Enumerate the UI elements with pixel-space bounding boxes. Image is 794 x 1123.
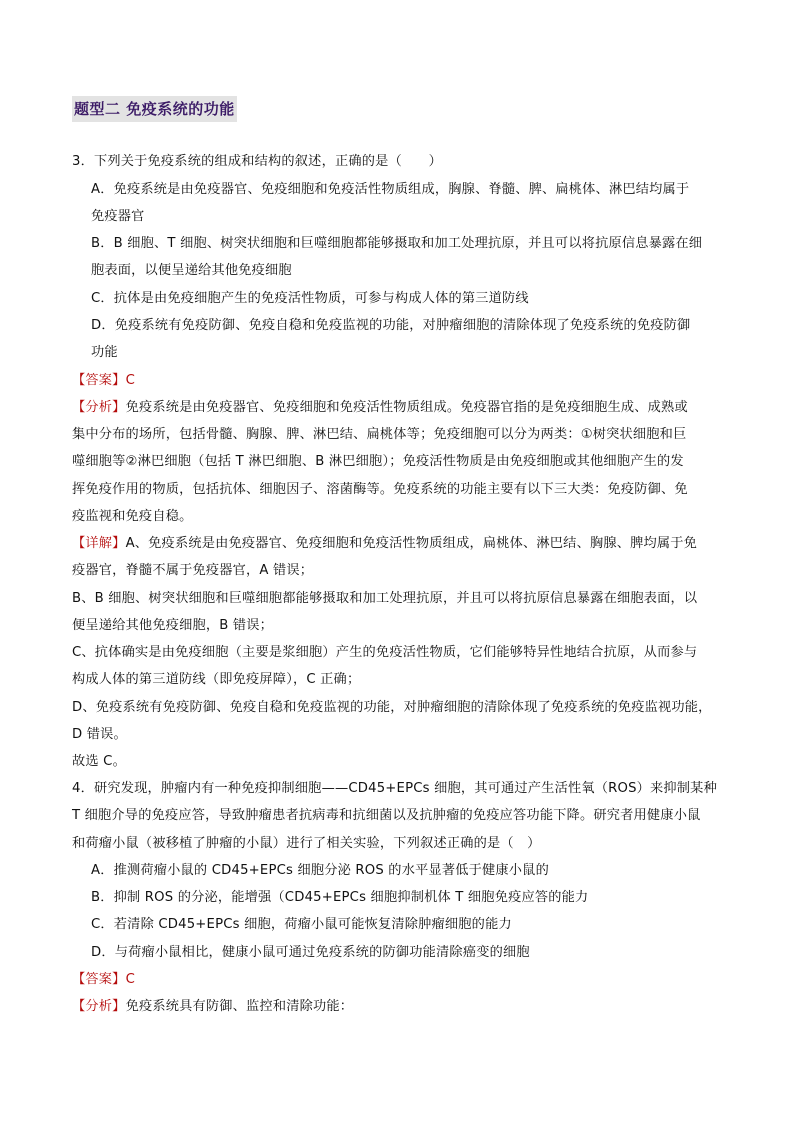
answer-value: C <box>125 972 135 987</box>
q3-option-a-cont: 免疫器官 <box>91 209 145 224</box>
q3-option-b-cont: 胞表面，以便呈递给其他免疫细胞 <box>91 263 292 278</box>
detail-text: A、免疫系统是由免疫器官、免疫细胞和免疫活性物质组成，扁桃体、淋巴结、胸腺、脾均属于免 <box>125 536 698 551</box>
q3-analysis-line-4: 挥免疫作用的物质，包括抗体、细胞因子、溶菌酶等。免疫系统的功能主要有以下三大类：免疫防御、免 <box>72 482 688 497</box>
answer-tag: 【答案】 <box>72 373 126 388</box>
analysis-tag: 【分析】 <box>72 999 126 1014</box>
q3-analysis-line-3: 噬细胞等②淋巴细胞（包括 T 淋巴细胞、B 淋巴细胞）；免疫活性物质是由免疫细胞或其他细胞产生的发 <box>72 454 684 469</box>
q4-option-a: A．推测荷瘤小鼠的 CD45+EPCs 细胞分泌 ROS 的水平显著低于健康小鼠的 <box>91 863 549 878</box>
q4-stem-line-3: 和荷瘤小鼠（被移植了肿瘤的小鼠）进行了相关实验，下列叙述正确的是（ ） <box>72 836 541 851</box>
q4-answer <box>72 970 135 990</box>
answer-tag: 【答案】 <box>72 972 126 987</box>
q3-answer <box>72 371 135 391</box>
q3-detail-line-6: 构成人体的第三道防线（即免疫屏障），C 正确； <box>72 672 361 687</box>
section-title: 题型二 免疫系统的功能 <box>72 96 237 122</box>
q3-detail-line-3: B、B 细胞、树突状细胞和巨噬细胞都能够摄取和加工处理抗原，并且可以将抗原信息暴露在细胞表面，以 <box>72 591 698 606</box>
analysis-text: 免疫系统具有防御、监控和清除功能： <box>125 999 354 1014</box>
q4-option-d: D．与荷瘤小鼠相比，健康小鼠可通过免疫系统的防御功能清除癌变的细胞 <box>91 945 530 960</box>
q3-analysis <box>72 398 688 418</box>
analysis-tag: 【分析】 <box>72 400 126 415</box>
q4-stem-line-2: T 细胞介导的免疫应答，导致肿瘤患者抗病毒和抗细菌以及抗肿瘤的免疫应答功能下降。研究者用健康小鼠 <box>72 808 701 823</box>
q3-detail-line-7: D、免疫系统有免疫防御、免疫自稳和免疫监视的功能，对肿瘤细胞的清除体现了免疫系统的免疫监视功能， <box>72 700 712 715</box>
q3-conclusion: 故选 C。 <box>72 754 126 769</box>
q3-analysis-line-5: 疫监视和免疫自稳。 <box>72 509 193 524</box>
q4-stem: 4．研究发现，肿瘤内有一种免疫抑制细胞——CD45+EPCs 细胞，其可通过产生活性氧（ROS）来抑制某种 <box>72 781 717 796</box>
detail-tag: 【详解】 <box>72 536 126 551</box>
analysis-text: 免疫系统是由免疫器官、免疫细胞和免疫活性物质组成。免疫器官指的是免疫细胞生成、成熟或 <box>125 400 688 415</box>
q3-analysis-line-2: 集中分布的场所，包括骨髓、胸腺、脾、淋巴结、扁桃体等；免疫细胞可以分为两类：①树突状细胞和巨 <box>72 427 687 442</box>
q3-detail-line-5: C、抗体确实是由免疫细胞（主要是浆细胞）产生的免疫活性物质，它们能够特异性地结合抗原，从而参与 <box>72 645 698 660</box>
q3-detail-line-4: 便呈递给其他免疫细胞，B 错误； <box>72 618 274 633</box>
q3-option-b: B．B 细胞、T 细胞、树突状细胞和巨噬细胞都能够摄取和加工处理抗原，并且可以将抗原信息暴露在细 <box>91 236 703 251</box>
q3-detail <box>72 534 697 554</box>
q3-option-d: D．免疫系统有免疫防御、免疫自稳和免疫监视的功能，对肿瘤细胞的清除体现了免疫系统的免疫防御 <box>91 318 691 333</box>
q4-option-b: B．抑制 ROS 的分泌，能增强（CD45+EPCs 细胞抑制机体 T 细胞免疫应答的能力 <box>91 890 589 905</box>
q3-detail-line-2: 疫器官，脊髓不属于免疫器官，A 错误； <box>72 563 314 578</box>
q4-analysis <box>72 997 353 1017</box>
q3-detail-line-8: D 错误。 <box>72 727 127 742</box>
q4-option-c: C．若清除 CD45+EPCs 细胞，荷瘤小鼠可能恢复清除肿瘤细胞的能力 <box>91 917 512 932</box>
answer-value: C <box>125 373 135 388</box>
q3-option-c: C．抗体是由免疫细胞产生的免疫活性物质，可参与构成人体的第三道防线 <box>91 291 529 306</box>
q3-stem: 3．下列关于免疫系统的组成和结构的叙述，正确的是（ ） <box>72 154 443 169</box>
q3-option-d-cont: 功能 <box>91 345 118 360</box>
q3-option-a: A．免疫系统是由免疫器官、免疫细胞和免疫活性物质组成，胸腺、脊髓、脾、扁桃体、淋巴结均属于 <box>91 182 690 197</box>
